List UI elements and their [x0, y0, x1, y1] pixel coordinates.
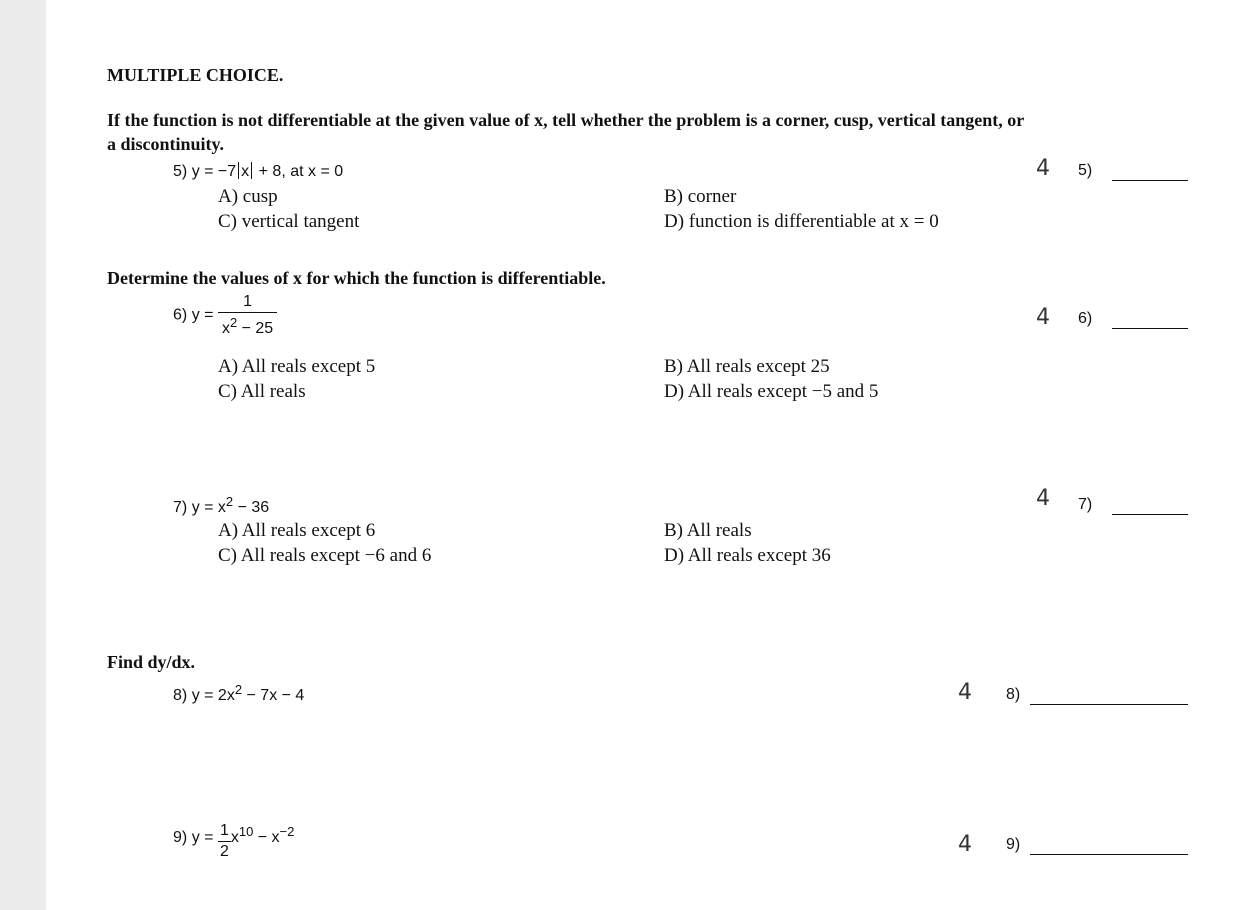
fraction	[218, 293, 277, 338]
answer-blank-6[interactable]	[1112, 328, 1188, 329]
handwritten-mark-8: 4	[958, 680, 972, 705]
answer-label-7: 7)	[1078, 496, 1093, 513]
instruction-differentiability-line2: a discontinuity.	[107, 134, 225, 154]
q5-option-a: A) cusp	[218, 186, 278, 207]
instruction-differentiability-line1: If the function is not differentiable at the given value of x, tell whether the problem is a corner, cusp, vertical tangent, or	[107, 110, 1025, 130]
denominator: 2	[219, 843, 229, 860]
answer-blank-7[interactable]	[1112, 514, 1188, 515]
answer-blank-8[interactable]	[1030, 704, 1188, 705]
q5-option-c: C) vertical tangent	[218, 211, 360, 232]
question-number: 6)	[173, 306, 188, 324]
answer-blank-9[interactable]	[1030, 854, 1188, 855]
answer-label-5: 5)	[1078, 162, 1093, 179]
question-number: 9)	[173, 829, 188, 846]
equation-lead: y =	[191, 306, 214, 324]
abs-bar-right	[251, 162, 252, 179]
section-title: MULTIPLE CHOICE.	[107, 65, 284, 85]
q6-option-a: A) All reals except 5	[218, 356, 376, 377]
answer-label-8: 8)	[1006, 686, 1021, 703]
instruction-values-of-x: Determine the values of x for which the function is differentiable.	[107, 268, 606, 288]
question-8	[173, 682, 304, 705]
equation-tail: − 7x − 4	[242, 687, 305, 704]
equation-lead: y = x	[191, 499, 226, 516]
equation-inner: x	[241, 163, 250, 180]
q7-option-d: D) All reals except 36	[664, 545, 831, 566]
q5-option-d: D) function is differentiable at x = 0	[664, 211, 939, 232]
handwritten-mark-7: 4	[1036, 486, 1050, 511]
question-9	[173, 822, 294, 861]
exponent: 2	[225, 494, 234, 509]
term1-base: x	[230, 829, 239, 846]
exponent: 2	[234, 682, 243, 697]
equation-lead: y =	[191, 829, 214, 846]
q7-option-a: A) All reals except 6	[218, 520, 376, 541]
handwritten-mark-9: 4	[958, 832, 972, 857]
fraction	[218, 822, 231, 861]
equation-tail: + 8, at x = 0	[258, 163, 344, 180]
answer-label-9: 9)	[1006, 836, 1021, 853]
equation-lead: y = 2x	[191, 687, 235, 704]
q7-option-c: C) All reals except −6 and 6	[218, 545, 432, 566]
answer-label-6: 6)	[1078, 310, 1093, 327]
q6-option-b: B) All reals except 25	[664, 356, 830, 377]
term1-exponent: 10	[238, 824, 254, 839]
numerator: 1	[218, 822, 231, 842]
handwritten-mark-6: 4	[1036, 305, 1050, 330]
equation-tail: − 36	[233, 499, 270, 516]
numerator: 1	[218, 293, 277, 313]
question-number: 5)	[173, 163, 188, 180]
q5-option-b: B) corner	[664, 186, 737, 207]
instruction-find-derivative: Find dy/dx.	[107, 652, 196, 672]
term2-base: − x	[253, 829, 280, 846]
question-5	[173, 162, 343, 181]
denominator	[218, 313, 277, 338]
question-6	[173, 293, 277, 338]
den-base: x	[221, 320, 230, 337]
question-number: 7)	[173, 499, 188, 516]
q6-option-c: C) All reals	[218, 381, 306, 402]
q6-option-d: D) All reals except −5 and 5	[664, 381, 879, 402]
q7-option-b: B) All reals	[664, 520, 752, 541]
den-exponent: 2	[229, 315, 238, 330]
page-gutter	[0, 0, 46, 910]
den-tail: − 25	[237, 320, 274, 337]
question-7	[173, 494, 269, 517]
answer-blank-5[interactable]	[1112, 180, 1188, 181]
handwritten-mark-5: 4	[1036, 156, 1050, 181]
equation-lead: y = −7	[191, 163, 237, 180]
term2-exponent: −2	[279, 824, 295, 839]
question-number: 8)	[173, 687, 188, 704]
abs-bar-left	[238, 162, 239, 179]
